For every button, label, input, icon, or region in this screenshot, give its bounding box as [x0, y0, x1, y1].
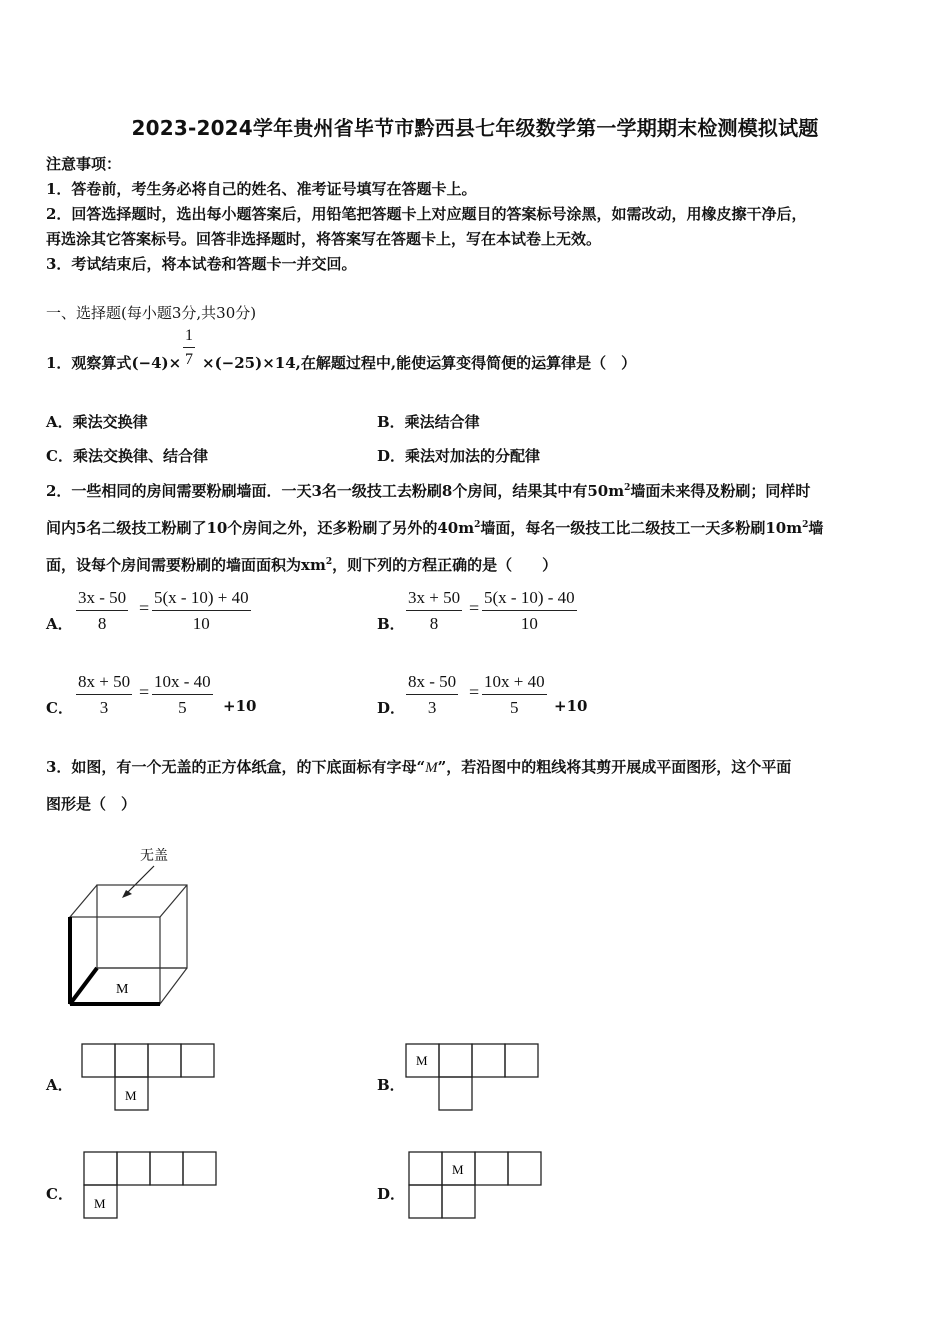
q2-line-2: [46, 517, 823, 538]
q3-option-c-label[interactable]: C．: [46, 1185, 73, 1203]
q2-line-1b: 墙面未来得及粉刷；同样时: [630, 482, 811, 500]
q3-net-c[interactable]: [82, 1150, 222, 1222]
q2-d-extra: +10: [554, 697, 588, 715]
net-a-letter: M: [125, 1088, 137, 1103]
q3-line-1b: ”，若沿图中的粗线将其剪开展成平面图形，这个平面: [437, 758, 792, 776]
cube-cut-line-diag: [70, 968, 97, 1004]
q2-line-2c: 墙: [808, 519, 824, 537]
q2-option-d-label[interactable]: D．: [377, 699, 406, 717]
section-heading: 一、选择题(每小题3分,共30分): [46, 304, 257, 322]
q2-b-equals: =: [469, 598, 480, 618]
q1-option-d[interactable]: D．乘法对加法的分配律: [377, 447, 541, 465]
q2-c-extra: +10: [223, 697, 257, 715]
q2-d-den2: 5: [510, 698, 519, 717]
cube-edge-tr: [160, 885, 187, 917]
q3-option-a-label[interactable]: A．: [46, 1076, 73, 1094]
net-c-letter: M: [94, 1196, 106, 1211]
q2-sup-1: 2: [624, 483, 631, 493]
cube-figure: [60, 838, 200, 1013]
notice-line-3: 3．考试结束后，将本试卷和答题卡一并交回。: [46, 255, 357, 273]
q2-c-den1: 3: [99, 698, 109, 717]
q1-frac-num: 1: [183, 327, 195, 348]
q2-line-1a: 2．一些相同的房间需要粉刷墙面．一天3名一级技工去粉刷8个房间，结果其中有50m: [46, 482, 625, 500]
cube-arrowhead-icon: [122, 890, 132, 898]
q2-c-equals: =: [139, 682, 150, 702]
q2-line-3: [46, 554, 557, 575]
q2-c-num1: 8x + 50: [76, 672, 132, 695]
q2-c-frac-left: [76, 672, 132, 718]
q2-b-frac-left: [406, 588, 462, 634]
q3-net-b[interactable]: [404, 1042, 544, 1114]
q2-a-num2: 5(x - 10) + 40: [152, 588, 251, 611]
q2-a-frac-right: [152, 588, 251, 634]
q2-d-num1: 8x - 50: [406, 672, 458, 695]
q2-a-den2: 10: [192, 614, 210, 633]
q2-option-c-label[interactable]: C．: [46, 699, 73, 717]
q2-d-equals: =: [469, 682, 480, 702]
cube-edge-tl: [70, 885, 97, 917]
q2-d-den1: 3: [427, 698, 437, 717]
q2-sup-4: 2: [325, 557, 333, 567]
net-b-letter: M: [416, 1053, 428, 1068]
q2-d-frac-right: [482, 672, 547, 718]
q3-net-d[interactable]: [407, 1150, 547, 1222]
q3-line-1a: 3．如图，有一个无盖的正方体纸盒，的下底面标有字母“: [46, 758, 426, 776]
q2-b-num2: 5(x - 10) - 40: [482, 588, 577, 611]
q2-line-3a: 面，设每个房间需要粉刷的墙面面积为xm: [46, 556, 326, 574]
q2-d-frac-left: [406, 672, 458, 718]
q2-option-a-label[interactable]: A．: [46, 615, 73, 633]
q2-line-1: [46, 480, 810, 501]
cube-arrow-icon: [124, 866, 154, 896]
q1-frac-den: 7: [185, 351, 193, 368]
q2-b-den1: 8: [429, 614, 439, 633]
q3-net-a[interactable]: [80, 1042, 220, 1114]
q3-option-d-label[interactable]: D．: [377, 1185, 406, 1203]
q2-c-frac-right: [152, 672, 213, 718]
q2-option-b-label[interactable]: B．: [377, 615, 405, 633]
q2-line-3b: ，则下列的方程正确的是（ ）: [332, 556, 558, 574]
net-d-letter: M: [452, 1162, 464, 1177]
q2-a-frac-left: [76, 588, 128, 634]
q1-suffix: ×(−25)×14,在解题过程中,能使运算变得简便的运算律是（ ）: [202, 354, 637, 372]
q3-letter: M: [425, 760, 438, 776]
q1-option-b[interactable]: B．乘法结合律: [377, 413, 480, 431]
q2-a-den1: 8: [97, 614, 107, 633]
cube-back-face: [97, 885, 187, 968]
q1-fraction: [183, 327, 195, 369]
q2-c-den2: 5: [178, 698, 187, 717]
q2-b-num1: 3x + 50: [406, 588, 462, 611]
q3-line-1: [46, 756, 791, 777]
cube-bottom-letter: M: [116, 982, 129, 997]
notice-line-2b: 再选涂其它答案标号。回答非选择题时，将答案写在答题卡上，写在本试卷上无效。: [46, 230, 602, 248]
q1-option-a[interactable]: A．乘法交换律: [46, 413, 148, 431]
q2-d-num2: 10x + 40: [482, 672, 547, 695]
notice-line-2a: 2．回答选择题时，选出每小题答案后，用铅笔把答题卡上对应题目的答案标号涂黑，如需改动，用橡皮擦干净后，: [46, 205, 807, 223]
q1-prefix: 1．观察算式(−4)×: [46, 354, 182, 372]
q2-line-2a: 间内5名二级技工粉刷了10个房间之外，还多粉刷了另外的40m: [46, 519, 475, 537]
q1-option-c[interactable]: C．乘法交换律、结合律: [46, 447, 208, 465]
q2-b-frac-right: [482, 588, 577, 634]
q2-sup-3: 2: [802, 520, 809, 530]
q2-sup-2: 2: [474, 520, 481, 530]
q3-option-b-label[interactable]: B．: [377, 1076, 405, 1094]
notice-heading: 注意事项：: [46, 155, 122, 173]
q2-c-num2: 10x - 40: [152, 672, 213, 695]
notice-line-1: 1．答卷前，考生务必将自己的姓名、准考证号填写在答题卡上。: [46, 180, 477, 198]
cube-no-lid-label: 无盖: [140, 849, 168, 864]
page-title: 2023-2024学年贵州省毕节市黔西县七年级数学第一学期期末检测模拟试题: [131, 116, 819, 140]
q2-a-equals: =: [139, 598, 150, 618]
q2-a-num1: 3x - 50: [76, 588, 128, 611]
q3-line-2: 图形是（ ）: [46, 795, 137, 813]
q2-b-den2: 10: [520, 614, 538, 633]
cube-edge-br: [160, 968, 187, 1004]
cube-front-face: [70, 917, 160, 1004]
q2-line-2b: 墙面，每名一级技工比二级技工一天多粉刷10m: [480, 519, 803, 537]
